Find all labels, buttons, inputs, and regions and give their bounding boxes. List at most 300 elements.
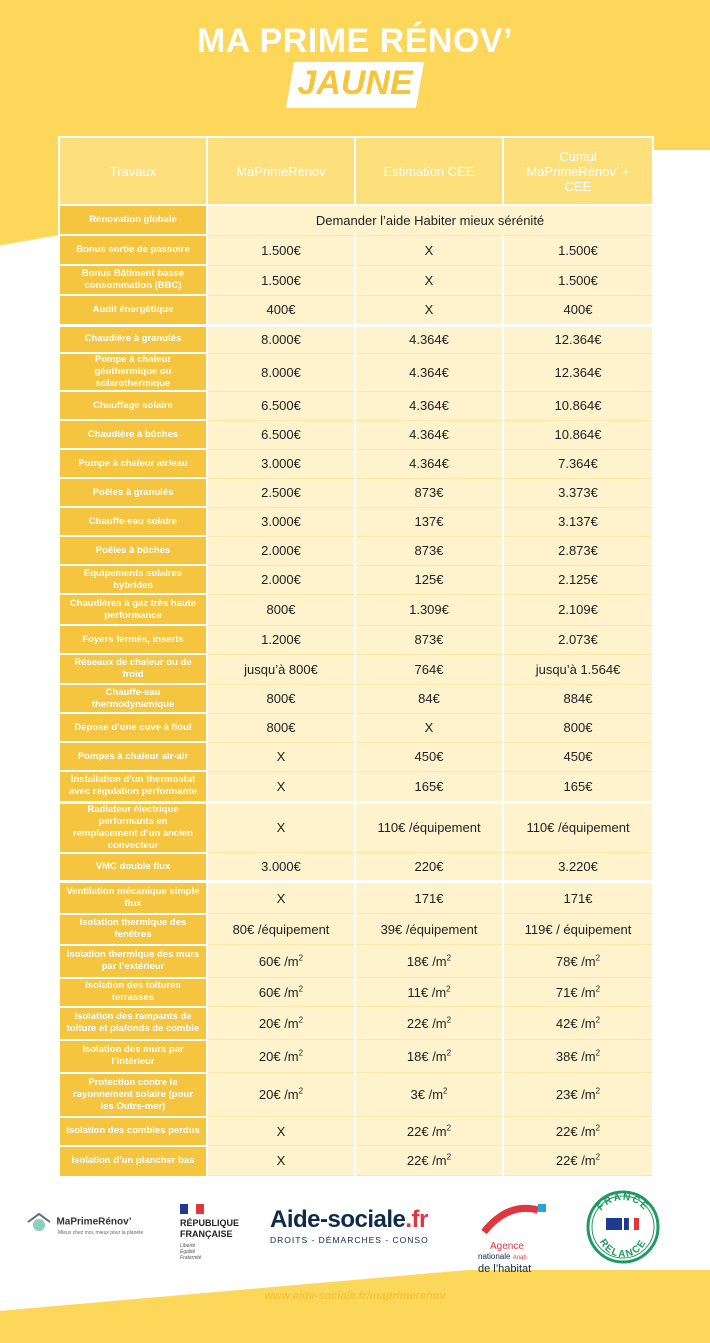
maprimerenov-value-text: 1.200€: [261, 632, 301, 647]
table-row: [59, 536, 653, 565]
cee-value-text: 764€: [414, 661, 444, 677]
cumul-value: [503, 713, 653, 742]
maprimerenov-value: [207, 625, 355, 654]
cumul-value: [503, 978, 653, 1007]
cee-value: [355, 420, 503, 449]
cumul-value: [503, 684, 653, 713]
cee-value-text: 4.364€: [409, 456, 449, 471]
column-header-cumul: Cumul MaPrimeRénov’ + CEE: [503, 137, 653, 205]
maprimerenov-value-text: 60€ /m: [258, 984, 299, 1000]
anah-logo: [478, 1202, 558, 1275]
maprimerenov-value-text: 6.500€: [261, 427, 301, 442]
square-exponent: 2: [298, 1048, 304, 1058]
cee-value-text: X: [424, 720, 434, 735]
maprimerenov-value-text: 800€: [266, 691, 296, 706]
maprimerenov-value-text: 6.500€: [261, 398, 301, 413]
row-label: [59, 235, 207, 265]
aide-sociale-name: Aide-sociale: [270, 1206, 406, 1233]
cumul-value-text: 2.073€: [558, 632, 598, 647]
maprimerenov-value: [207, 802, 355, 853]
table-row: [59, 1117, 653, 1146]
square-exponent: 2: [298, 1086, 304, 1096]
cee-value-text: 22€ /m: [406, 1123, 447, 1139]
cumul-value-text: 3.137€: [558, 514, 598, 529]
row-label: [59, 882, 207, 914]
maprimerenov-value-text: 2.000€: [261, 543, 301, 558]
maprimerenov-value: [207, 1146, 355, 1176]
cumul-value: [503, 654, 653, 684]
square-exponent: 2: [298, 953, 304, 963]
cumul-value-text: 22€ /m: [555, 1123, 596, 1139]
cee-value-text: 4.364€: [409, 427, 449, 442]
table-row: [59, 325, 653, 353]
row-label: [59, 353, 207, 391]
cumul-value: [503, 391, 653, 420]
table-row: [59, 802, 653, 853]
republique-francaise-logo: [180, 1204, 250, 1261]
maprimerenov-value: [207, 1040, 355, 1073]
cumul-value: [503, 507, 653, 536]
cumul-value: [503, 594, 653, 625]
maprimerenov-value: [207, 853, 355, 882]
cumul-value-text: 7.364€: [558, 456, 598, 471]
cumul-value-text: jusqu’à 1.564€: [535, 661, 621, 677]
house-icon: [26, 1212, 52, 1232]
square-exponent: 2: [298, 1015, 304, 1025]
aid-table: [58, 136, 654, 1176]
cee-value-text: 4.364€: [409, 364, 449, 380]
maprimerenov-value-text: 400€: [266, 302, 296, 317]
maprimerenov-value-text: X: [276, 890, 286, 906]
row-label: [59, 265, 207, 295]
cumul-value-text: 2.125€: [558, 572, 598, 587]
maprimerenov-value: [207, 654, 355, 684]
cumul-value-text: 10.864€: [554, 398, 602, 413]
cee-value: [355, 536, 503, 565]
row-label-text: Audit énergétique: [92, 303, 174, 315]
cumul-value-text: 38€ /m: [555, 1048, 596, 1064]
row-label-text: Isolation thermique des fenêtres: [79, 917, 187, 940]
row-label-text: Isolation des murs par l’intérieur: [82, 1044, 184, 1067]
maprimerenov-value: [207, 536, 355, 565]
table-row: [59, 978, 653, 1007]
row-label: [59, 391, 207, 420]
cee-value-text: X: [424, 242, 434, 258]
table-row: [59, 391, 653, 420]
cumul-value-text: 450€: [563, 749, 593, 764]
square-exponent: 2: [446, 953, 452, 963]
row-label-text: Bonus sortie de passoire: [76, 244, 190, 255]
row-label: [59, 1117, 207, 1146]
table-row: [59, 713, 653, 742]
cee-value-text: 873€: [414, 485, 444, 500]
row-label-text: Foyers fermés, inserts: [82, 633, 184, 645]
row-label-text: Isolation des rampants de toiture et plafonds de comble: [66, 1011, 200, 1034]
cumul-value: [503, 882, 653, 914]
row-label: [59, 536, 207, 565]
maprimerenov-value-text: X: [276, 1153, 286, 1168]
aide-sociale-tld: .fr: [405, 1206, 428, 1233]
cumul-value-text: 10.864€: [554, 427, 602, 442]
aide-sociale-tagline: DROITS - DÉMARCHES - CONSO: [270, 1235, 429, 1245]
relance-bottom-text: RELANCE: [596, 1237, 650, 1261]
table-row: [59, 771, 653, 802]
page-subtitle: JAUNE: [297, 64, 413, 102]
row-label: [59, 914, 207, 945]
square-exponent: 2: [443, 1086, 448, 1096]
cee-value-text: 171€: [414, 890, 444, 906]
row-label-text: Bonus Bâtiment basse consommation (BBC): [81, 268, 185, 291]
cumul-value: [503, 1040, 653, 1073]
cumul-value-text: 3.373€: [558, 485, 598, 500]
cee-value: [355, 449, 503, 478]
cee-value-text: 4.364€: [409, 332, 449, 347]
cee-value: [355, 565, 503, 594]
cee-value-text: 450€: [414, 749, 444, 764]
cee-value-text: 11€ /m: [407, 984, 447, 1000]
rf-line1: RÉPUBLIQUE: [180, 1218, 240, 1228]
cumul-value: [503, 565, 653, 594]
footer-url-link[interactable]: www.aide-sociale.fr/maprimerenov: [264, 1290, 446, 1302]
cumul-value: [503, 625, 653, 654]
cumul-value: [503, 536, 653, 565]
cumul-value: [503, 353, 653, 391]
cee-value-text: 84€: [418, 691, 440, 706]
table-row: [59, 742, 653, 771]
cee-value: [355, 1040, 503, 1073]
cee-value: [355, 325, 503, 353]
row-label-text: Poêles à bûches: [95, 544, 171, 556]
cee-value-text: 3€ /m: [410, 1087, 444, 1102]
square-exponent: 2: [595, 1152, 601, 1162]
maprimerenov-value-text: 3.000€: [261, 859, 301, 874]
table-row: [59, 853, 653, 882]
cee-value: [355, 625, 503, 654]
row-label: [59, 1073, 207, 1117]
row-label: [59, 684, 207, 713]
cee-value: [355, 295, 503, 325]
maprimerenov-value-text: X: [276, 778, 286, 794]
cee-value: [355, 391, 503, 420]
square-exponent: 2: [298, 984, 304, 994]
table-body: [59, 205, 653, 1176]
maprimerenov-name: MaPrimeRénov’: [56, 1216, 132, 1228]
cee-value-text: 22€ /m: [406, 1153, 447, 1168]
cee-value: [355, 507, 503, 536]
flag-icon: [180, 1204, 204, 1214]
table-row: [59, 594, 653, 625]
cumul-value-text: 1.500€: [558, 272, 598, 288]
cumul-value: [503, 802, 653, 853]
cumul-value-text: 22€ /m: [555, 1153, 596, 1168]
row-label: [59, 713, 207, 742]
cumul-value-text: 171€: [563, 890, 593, 906]
row-label-text: Pompe à chaleur géothermique ou solarothermique: [94, 354, 172, 389]
row-label: [59, 771, 207, 802]
anah-line2: [478, 1252, 558, 1263]
maprimerenov-value: [207, 742, 355, 771]
maprimerenov-value: [207, 594, 355, 625]
row-label: [59, 742, 207, 771]
cee-value: [355, 1073, 503, 1117]
square-exponent: 2: [595, 984, 601, 994]
square-exponent: 2: [595, 1086, 601, 1096]
row-label-text: Protection contre le rayonnement solaire (pour les Outre-mer): [73, 1076, 193, 1112]
table-row: [59, 420, 653, 449]
cee-value: [355, 684, 503, 713]
square-exponent: 2: [595, 1015, 601, 1025]
maprimerenov-value-text: 8.000€: [261, 364, 301, 380]
cee-value-text: 873€: [414, 543, 444, 558]
maprimerenov-value-text: 8.000€: [261, 332, 301, 347]
maprimerenov-value-text: 1.500€: [261, 272, 301, 288]
maprimerenov-value: [207, 295, 355, 325]
cumul-value-text: 884€: [563, 691, 593, 706]
cee-value: [355, 978, 503, 1007]
table-row: [59, 1040, 653, 1073]
row-label-text: VMC double flux: [95, 860, 171, 872]
maprimerenov-value: [207, 1007, 355, 1040]
cumul-value: [503, 742, 653, 771]
table-row: [59, 1007, 653, 1040]
cumul-value: [503, 1146, 653, 1176]
cumul-value: [503, 235, 653, 265]
cee-value-text: 137€: [414, 514, 444, 529]
row-label: [59, 1007, 207, 1040]
maprimerenov-value-text: X: [276, 1123, 286, 1139]
row-label-text: Poêles à granulés: [92, 486, 174, 498]
maprimerenov-value: [207, 449, 355, 478]
cumul-value-text: 78€ /m: [555, 953, 596, 969]
cumul-value-text: 1.500€: [558, 242, 598, 258]
cee-value-text: 1.309€: [409, 602, 449, 617]
cumul-value: [503, 771, 653, 802]
table-row: [59, 914, 653, 945]
table-row: [59, 235, 653, 265]
row-label-text: Ventilation mécanique simple flux: [66, 885, 200, 909]
row-label: [59, 945, 207, 978]
maprimerenov-value: [207, 945, 355, 978]
maprimerenov-value: [207, 235, 355, 265]
maprimerenov-value-text: 800€: [266, 720, 296, 735]
maprimerenov-value: [207, 507, 355, 536]
maprimerenov-value: [207, 265, 355, 295]
cumul-value: [503, 325, 653, 353]
cee-value-text: X: [424, 302, 434, 317]
table-row: [59, 507, 653, 536]
cee-value-text: 165€: [414, 778, 444, 794]
row-label-text: Isolation des toitures terrasses: [85, 980, 181, 1003]
maprimerenov-value: [207, 684, 355, 713]
cumul-value-text: 12.364€: [554, 364, 602, 380]
table-row: [59, 478, 653, 507]
square-exponent: 2: [446, 1015, 452, 1025]
maprimerenov-value-text: X: [276, 749, 286, 764]
row-label-text: Chaudière à bûches: [87, 428, 179, 440]
square-exponent: 2: [446, 984, 451, 994]
row-label-text: Réseaux de chaleur ou de froid: [74, 657, 192, 680]
cumul-value: [503, 945, 653, 978]
rf-motto1: Liberté: [180, 1243, 196, 1249]
cumul-value: [503, 449, 653, 478]
maprimerenov-value-text: 80€ /équipement: [232, 921, 330, 937]
anah-swoosh-icon: [478, 1202, 554, 1236]
cee-value: [355, 654, 503, 684]
partner-logos: [0, 1190, 710, 1280]
row-label: [59, 1040, 207, 1073]
cee-value: [355, 478, 503, 507]
maprimerenov-logo: [26, 1212, 144, 1236]
rf-line2: FRANÇAISE: [180, 1229, 233, 1239]
table-row: [59, 882, 653, 914]
row-label: [59, 978, 207, 1007]
background-bottom: [0, 1270, 710, 1343]
cee-value: [355, 713, 503, 742]
cee-value-text: X: [424, 272, 434, 288]
cumul-value: [503, 1073, 653, 1117]
maprimerenov-value-text: 2.000€: [261, 572, 301, 587]
row-label-text: Pompes à chaleur air-air: [77, 750, 189, 762]
cumul-value-text: 71€ /m: [555, 984, 596, 1000]
cee-value-text: 4.364€: [409, 398, 449, 413]
cumul-value: [503, 1117, 653, 1146]
row-label-text: Chauffe-eau thermodynamique: [91, 686, 175, 710]
table-row: [59, 625, 653, 654]
table-row: [59, 449, 653, 478]
row-label: [59, 802, 207, 853]
table-row: [59, 945, 653, 978]
table-row: [59, 1073, 653, 1117]
page-title: MA PRIME RÉNOV’: [196, 22, 514, 60]
cee-value-text: 18€ /m: [406, 953, 447, 969]
maprimerenov-value: [207, 391, 355, 420]
square-exponent: 2: [446, 1123, 452, 1133]
cumul-value-text: 2.873€: [558, 543, 598, 558]
anah-line2-text: nationale: [478, 1252, 511, 1261]
row-label: [59, 420, 207, 449]
row-label-text: Installation d’un thermostat avec régulation performante: [69, 774, 197, 798]
row-label-text: Equipements solaires hybrides: [83, 567, 183, 591]
row-label: [59, 654, 207, 684]
cumul-value-text: 110€ /équipement: [526, 820, 630, 836]
table-row: [59, 265, 653, 295]
cee-value-text: 873€: [414, 632, 444, 647]
row-label: [59, 853, 207, 882]
cee-value-text: 220€: [414, 859, 444, 874]
maprimerenov-value-text: 20€ /m: [258, 1015, 299, 1031]
maprimerenov-value: [207, 771, 355, 802]
cee-value: [355, 235, 503, 265]
maprimerenov-value: [207, 914, 355, 945]
row-label: [59, 325, 207, 353]
table-row: [59, 353, 653, 391]
cee-value: [355, 945, 503, 978]
cumul-value: [503, 295, 653, 325]
cee-value-text: 110€ /équipement: [377, 820, 481, 836]
cumul-value: [503, 420, 653, 449]
cee-value-text: 125€: [414, 572, 444, 587]
cee-value: [355, 742, 503, 771]
row-label: [59, 594, 207, 625]
cee-value: [355, 1146, 503, 1176]
row-label-text: Chauffe-eau solaire: [88, 515, 178, 527]
cumul-value-text: 12.364€: [554, 332, 602, 347]
maprimerenov-value: [207, 353, 355, 391]
cee-value-text: 39€ /équipement: [380, 921, 478, 937]
row-label-text: Chaudières à gaz très haute performance: [69, 597, 197, 621]
maprimerenov-value-text: 3.000€: [261, 456, 301, 471]
cee-value: [355, 1117, 503, 1146]
cumul-value-text: 165€: [563, 778, 593, 794]
column-header-travaux: Travaux: [59, 137, 207, 205]
cumul-value-text: 23€ /m: [555, 1087, 596, 1102]
cee-value: [355, 771, 503, 802]
cumul-value-text: 119€ / équipement: [524, 921, 632, 937]
aide-sociale-logo: [270, 1206, 429, 1245]
maprimerenov-value-text: 3.000€: [261, 514, 301, 529]
square-exponent: 2: [446, 1152, 452, 1162]
cumul-value-text: 42€ /m: [555, 1015, 596, 1031]
column-header-cee: Estimation CEE: [355, 137, 503, 205]
column-header-maprimerenov: MaPrimeRénov: [207, 137, 355, 205]
cumul-value-text: 3.220€: [558, 859, 598, 874]
cumul-value: [503, 478, 653, 507]
maprimerenov-value-text: 60€ /m: [258, 953, 299, 969]
row-label: [59, 625, 207, 654]
anah-line1: Agence: [490, 1241, 524, 1252]
relance-top-text: FRANCE: [595, 1191, 651, 1214]
maprimerenov-value-text: 2.500€: [261, 485, 301, 500]
cee-value-text: 22€ /m: [406, 1015, 447, 1031]
row-label-text: Chauffage solaire: [93, 399, 173, 411]
maprimerenov-value-text: 20€ /m: [258, 1048, 299, 1064]
cumul-value-text: 800€: [563, 720, 593, 735]
row-label: [59, 295, 207, 325]
table-row: [59, 565, 653, 594]
maprimerenov-value-text: 800€: [266, 602, 296, 617]
maprimerenov-value-text: 20€ /m: [258, 1087, 299, 1102]
table-row: [59, 654, 653, 684]
cumul-value: [503, 853, 653, 882]
table-row-renovation-globale: [59, 205, 653, 235]
row-label-text: Dépose d’une cuve à fioul: [74, 721, 192, 733]
maprimerenov-tagline: Mieux chez moi, mieux pour la planète: [58, 1230, 144, 1236]
maprimerenov-value-text: jusqu’à 800€: [244, 661, 318, 677]
cee-value: [355, 802, 503, 853]
table-row: [59, 684, 653, 713]
square-exponent: 2: [595, 1123, 601, 1133]
maprimerenov-value: [207, 1117, 355, 1146]
maprimerenov-value: [207, 882, 355, 914]
row-label-text: Isolation d’un plancher bas: [71, 1155, 195, 1166]
maprimerenov-value: [207, 478, 355, 507]
maprimerenov-value-text: X: [276, 820, 286, 836]
cumul-value: [503, 1007, 653, 1040]
cee-value: [355, 353, 503, 391]
square-exponent: 2: [595, 1048, 601, 1058]
row-label-text: Chaudière à granulés: [84, 333, 182, 345]
table-header-row: [59, 137, 653, 205]
cee-value: [355, 882, 503, 914]
maprimerenov-value: [207, 978, 355, 1007]
cee-value: [355, 265, 503, 295]
maprimerenov-value-text: 1.500€: [261, 242, 301, 258]
row-label: [59, 449, 207, 478]
maprimerenov-value: [207, 1073, 355, 1117]
maprimerenov-value: [207, 420, 355, 449]
row-label: [59, 565, 207, 594]
square-exponent: 2: [446, 1048, 452, 1058]
